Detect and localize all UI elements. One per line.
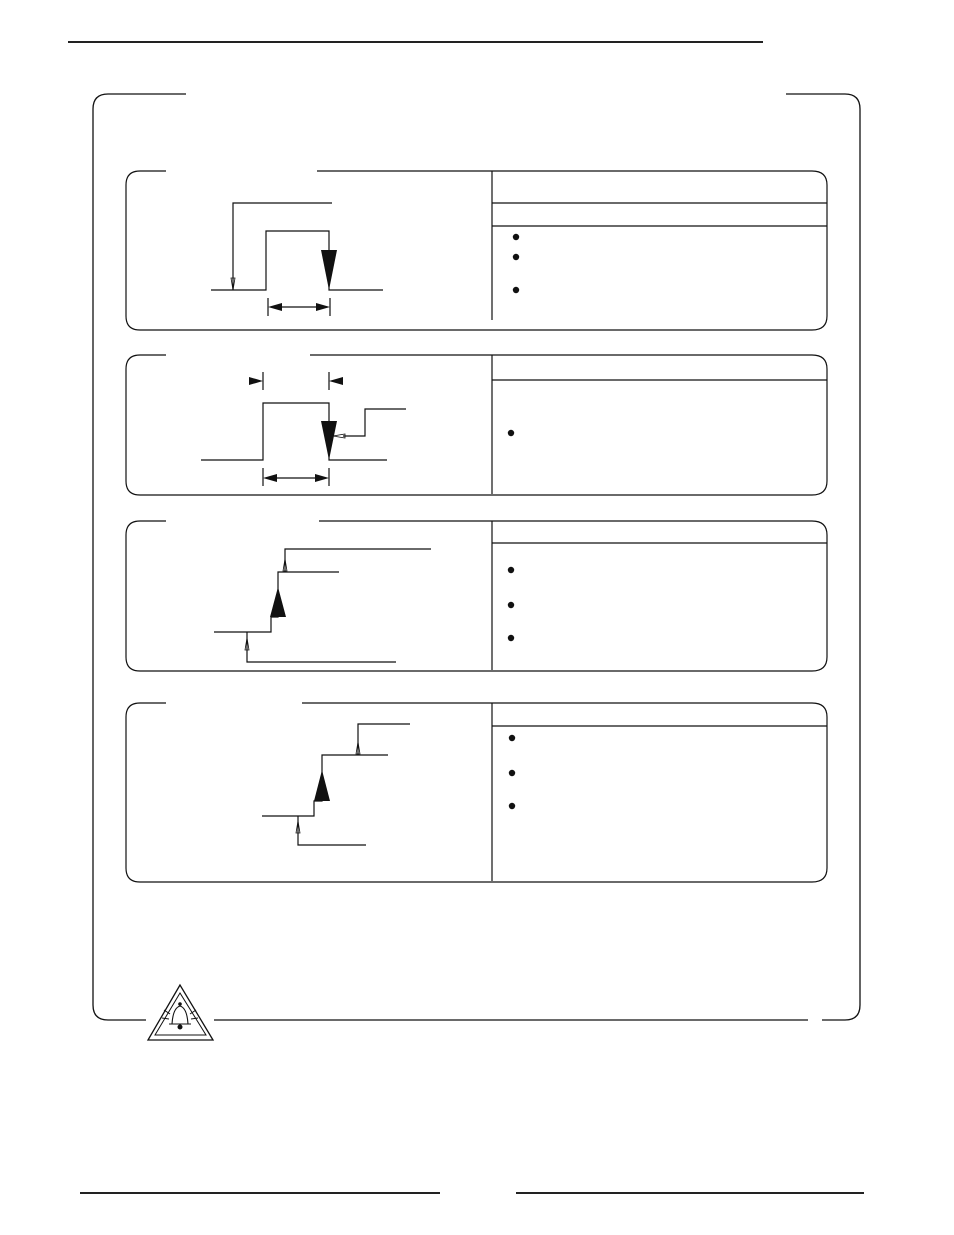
panel-3-bullets (508, 567, 514, 641)
panel-1-bullet-2 (513, 254, 519, 260)
panel-3-bullet-3 (508, 635, 514, 641)
panel-3-bullet-1 (508, 567, 514, 573)
panel-1-arrows (231, 250, 337, 311)
panel-4-bullet-1 (509, 735, 515, 741)
panel-2-dim-arrow-left (263, 474, 277, 482)
panel-2-top-arrow-left (249, 377, 263, 385)
panel-3-arrows (245, 559, 287, 650)
panel-2-falling-edge-arrow (321, 421, 337, 460)
panel-2-top-arrow-right (329, 377, 343, 385)
panel-4-rising-edge-arrow (314, 770, 330, 801)
panel-2-border (126, 355, 827, 495)
panel-4 (126, 703, 827, 882)
panel-4-arrows (296, 742, 360, 833)
panel-2-bullet-1 (508, 430, 514, 436)
panel-4-bullet-2 (509, 770, 515, 776)
panel-3-waveform (214, 549, 431, 662)
panel-3-bullet-2 (508, 602, 514, 608)
panel-1-bullet-3 (513, 287, 519, 293)
panel-4-border (126, 703, 827, 882)
panel-4-bullets (509, 735, 515, 809)
panel-1-bullets (513, 234, 519, 293)
panel-1-border (126, 171, 827, 330)
panel-1-dim-arrow-left (268, 303, 282, 311)
panel-3-rising-edge-arrow (270, 587, 286, 617)
panel-2-waveform (201, 372, 406, 486)
outer-frame (93, 94, 860, 1020)
panel-2-dim-arrow-right (315, 474, 329, 482)
panel-2-bullets (508, 430, 514, 436)
panel-1-bullet-1 (513, 234, 519, 240)
panel-4-bullet-3 (509, 803, 515, 809)
panel-1 (126, 171, 827, 330)
alarm-bell-icon (148, 985, 213, 1040)
panel-3 (126, 521, 827, 671)
panel-1-dim-arrow-right (316, 303, 330, 311)
panel-2 (126, 355, 827, 495)
panel-1-falling-edge-arrow (321, 250, 337, 290)
panel-1-waveform (211, 203, 383, 316)
panel-4-waveform (262, 724, 410, 845)
